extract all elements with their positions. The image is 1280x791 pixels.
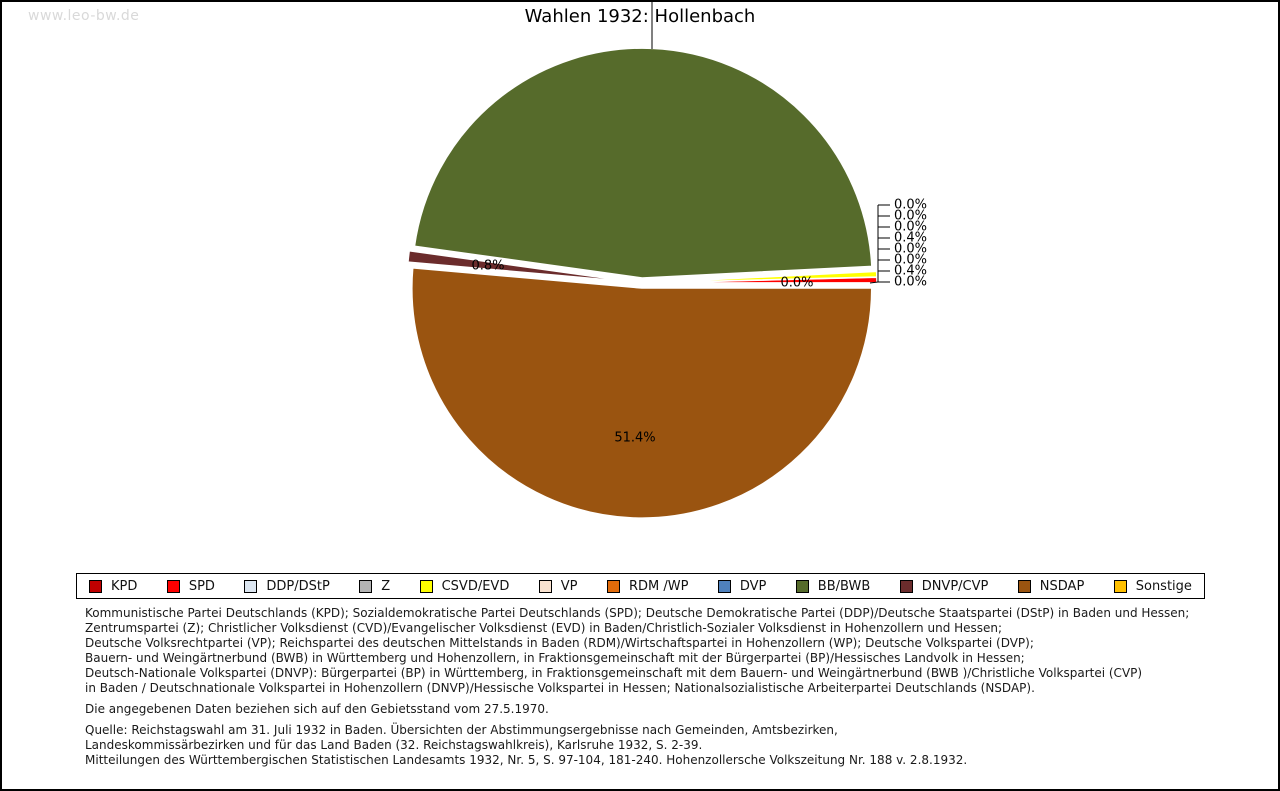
legend-swatch [244,580,257,593]
territory-note-line: Die angegebenen Daten beziehen sich auf den Gebietsstand vom 27.5.1970. [85,702,549,716]
legend-label: NSDAP [1039,578,1085,594]
legend-item-kpd [89,579,137,594]
slice-label-nsdap: 51.4% [614,430,656,446]
pie-slice-nsdap [412,268,872,518]
legend-swatch [900,580,913,593]
legend-swatch [1018,580,1031,593]
pie-slice-bb-bwb [414,48,872,278]
source-line: Landeskommissärbezirken und für das Land Baden (32. Reichstagswahlkreis), Karlsruhe 1932, S. 2-39. [85,738,703,752]
legend-item-z [359,579,390,594]
legend [76,573,1205,599]
leader-label-vp: 0.0% [894,219,928,235]
party-definitions-line: Zentrumspartei (Z); Christlicher Volksdienst (CVD)/Evangelischer Volksdienst (EVD) in Baden/Christlich-Sozialer Volksdienst in Hohenzollern und Hessen; [85,621,1003,635]
legend-swatch [167,580,180,593]
source-line: Quelle: Reichstagswahl am 31. Juli 1932 in Baden. Übersichten der Abstimmungsergebnisse nach Gemeinden, Amtsbezirken, [85,723,838,737]
legend-label: VP [560,578,578,594]
legend-swatch [607,580,620,593]
legend-item-sonstige [1114,579,1192,594]
leader-label-ddp-dstp: 0.0% [894,252,928,268]
territory-note [85,702,1215,717]
leader-label-dvp: 0.0% [894,197,928,213]
legend-item-spd [167,579,215,594]
slice-label-dnvp-cvp: 0.8% [471,258,505,274]
legend-label: BB/BWB [817,578,871,594]
legend-item-nsdap [1018,579,1085,594]
party-definitions-line: Deutsch-Nationale Volkspartei (DNVP): Bürgerpartei (BP) in Württemberg, in Fraktionsgemeinschaft mit dem Bauern- und Weingärtnerbund (BWB )/Christliche Volkspartei (CVP) [85,666,1143,680]
legend-label: SPD [188,578,215,594]
legend-swatch [796,580,809,593]
leader-label-spd: 0.4% [894,263,928,279]
party-definitions-line: Kommunistische Partei Deutschlands (KPD); Sozialdemokratische Partei Deutschlands (SPD); Deutsche Demokratische Partei (DDP)/Deutsche Staatspartei (DStP) in Baden und Hessen; [85,606,1190,620]
legend-label: Z [381,578,391,594]
legend-item-vp [539,579,578,594]
legend-label: DVP [739,578,767,594]
page-title: Wahlen 1932: Hollenbach [524,6,756,27]
legend-swatch [718,580,731,593]
legend-label: DDP/DStP [266,578,330,594]
source-line: Mitteilungen des Württembergischen Statistischen Landesamts 1932, Nr. 5, S. 97-104, 181-240. Hohenzollersche Volkszeitung Nr. 188 v. 2.8.1932. [85,753,968,767]
legend-label: RDM /WP [628,578,689,594]
legend-item-dvp [718,579,767,594]
leader-label-csvd-evd: 0.4% [894,230,928,246]
watermark: www.leo-bw.de [28,8,140,24]
legend-item-bb-bwb [796,579,870,594]
party-definitions-line: in Baden / Deutschnationale Volkspartei in Hohenzollern (DNVP)/Hessische Volkspartei in Hessen; Nationalsozialistische Arbeiterpartei Deutschlands (NSDAP). [85,681,1035,695]
source-note [85,723,1215,768]
legend-label: Sonstige [1135,578,1192,594]
legend-item-rdm-wp [607,579,688,594]
legend-swatch [359,580,372,593]
legend-label: DNVP/CVP [921,578,989,594]
legend-item-csvd-evd [420,579,510,594]
slice-label-sonstige: 0.0% [780,275,814,291]
legend-swatch [539,580,552,593]
legend-swatch [1114,580,1127,593]
leader-label-rdm-wp: 0.0% [894,208,928,224]
legend-swatch [420,580,433,593]
legend-swatch [89,580,102,593]
leader-label-kpd: 0.0% [894,274,928,290]
party-definitions-line: Deutsche Volksrechtpartei (VP); Reichspartei des deutschen Mittelstands in Baden (RDM)/Wirtschaftspartei in Hohenzollern (WP); Deutsche Volkspartei (DVP); [85,636,1034,650]
legend-label: CSVD/EVD [441,578,510,594]
party-definitions-line: Bauern- und Weingärtnerbund (BWB) in Württemberg und Hohenzollern, in Fraktionsgemeinschaft mit der Bürgerpartei (BP)/Hessisches Landvolk in Hessen; [85,651,1025,665]
legend-item-dnvp-cvp [900,579,989,594]
party-definitions [85,606,1215,696]
leader-label-z: 0.0% [894,241,928,257]
legend-label: KPD [111,578,138,594]
pie-chart [2,2,1280,567]
legend-item-ddp-dstp [244,579,329,594]
